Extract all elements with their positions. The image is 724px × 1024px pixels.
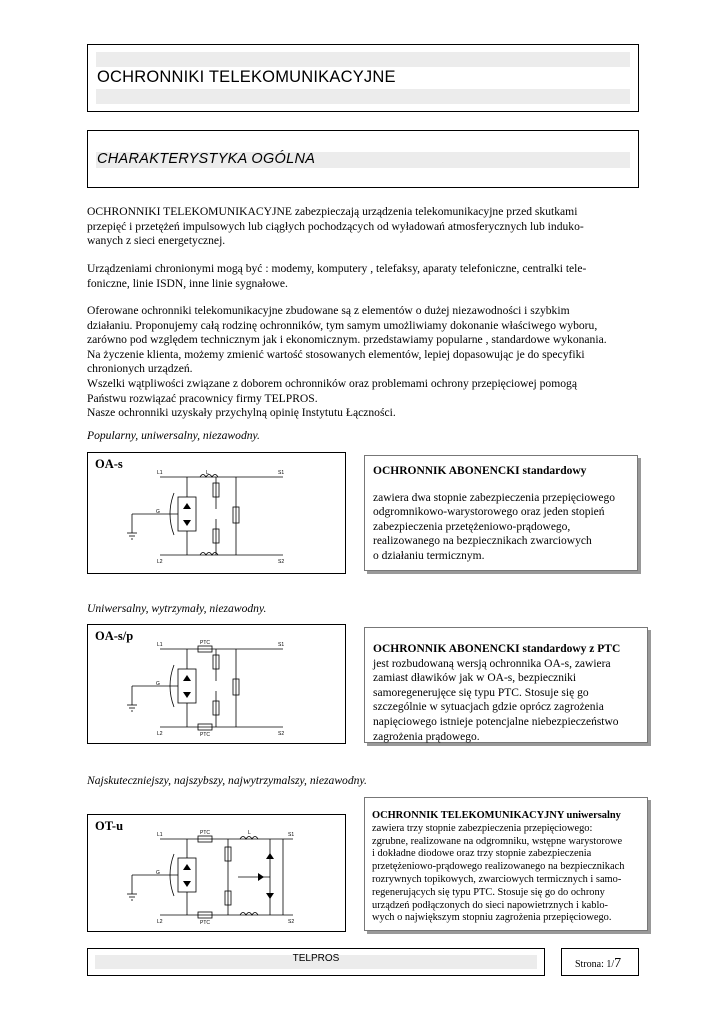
intro-line: foniczne, linie ISDN, inne linie sygnałowe.	[87, 276, 288, 290]
description-line: zawiera dwa stopnie zabezpieczenia przepięciowego	[373, 491, 615, 504]
node-label: L2	[157, 919, 163, 925]
node-label: S1	[288, 832, 295, 838]
node-label: PTC	[200, 732, 210, 738]
description-line: regenerujących się typu PTC. Stosuje się go do ochrony	[372, 886, 605, 898]
circuit-schematic	[88, 815, 345, 931]
node-label: S2	[288, 919, 295, 925]
product-label: OT-u	[95, 819, 124, 833]
page-number	[575, 956, 621, 972]
description-line: zagrożenia prądowego.	[373, 730, 480, 743]
product-description-oa-s-p	[364, 627, 648, 743]
description-line: zgrubne, realizowane na odgromniku, wstępne warystorowe	[372, 835, 623, 847]
page-number-box	[561, 948, 639, 976]
intro-line: chronionych urządzeń.	[87, 362, 193, 376]
intro-line: Wszelki wątpliwości związane z doborem ochronników oraz problemami ochrony przepięciowej pomogą	[87, 376, 577, 390]
product-tagline: Popularny, uniwersalny, niezawodny.	[87, 429, 260, 442]
circuit-schematic	[88, 625, 345, 743]
intro-line: Na życzenie klienta, możemy zmienić wartość stosowanych elementów, lepiej dopasowując je do specyfiki	[87, 347, 585, 361]
intro-line: Państwu rozwiązać pracownicy firmy TELPROS.	[87, 391, 318, 405]
description-line: zabezpieczenia przetężeniowo-prądowego,	[373, 520, 571, 533]
circuit-schematic	[88, 453, 345, 573]
title-shade-bottom	[96, 89, 630, 104]
product-label: OA-s/p	[95, 629, 134, 643]
page-total: 7	[614, 956, 622, 971]
intro-paragraph-2	[87, 262, 635, 291]
section-title: CHARAKTERYSTYKA OGÓLNA	[97, 151, 316, 167]
node-label: L	[206, 470, 209, 476]
product-heading: OCHRONNIK TELEKOMUNIKACYJNY uniwersalny	[372, 810, 621, 821]
circuit-diagram-oa-s	[87, 452, 346, 574]
node-label: G	[156, 509, 160, 515]
description-line: urządzeń podłączonych do sieci napowietrznych i kablo-	[372, 899, 609, 911]
description-line: zamiast dławików jak w OA-s, bezpieczniki	[373, 672, 577, 685]
node-label: S1	[278, 470, 285, 476]
node-label: S2	[278, 731, 285, 737]
product-tagline: Uniwersalny, wytrzymały, niezawodny.	[87, 602, 267, 615]
description-line: wych o największym stopniu zagrożenia przepięciowego.	[372, 912, 612, 924]
description-line: i dokładne diodowe oraz trzy stopnie zabezpieczenia	[372, 848, 592, 860]
node-label: PTC	[200, 640, 210, 646]
intro-line: Nasze ochronniki uzyskały przychylną opinię Instytutu Łączności.	[87, 406, 396, 420]
product-description-oa-s	[364, 455, 638, 571]
product-description-ot-u	[364, 797, 648, 931]
title-shade-top	[96, 52, 630, 67]
node-label: L	[248, 830, 251, 836]
product-heading: OCHRONNIK ABONENCKI standardowy z PTC	[373, 643, 621, 655]
node-label: L2	[157, 731, 163, 737]
node-label: PTC	[200, 920, 210, 926]
intro-line: działaniu. Proponujemy całą rodzinę ochronników, tym samym umożliwiamy dokonanie właściwego wyboru,	[87, 318, 598, 332]
intro-paragraph-1	[87, 205, 635, 249]
intro-line: OCHRONNIKI TELEKOMUNIKACYJNE zabezpieczają urządzenia telekomunikacyjne przed skutkami	[87, 205, 578, 218]
node-label: G	[156, 681, 160, 687]
description-line: rozrywnych topikowych, zwarciowych termicznych i samo-	[372, 873, 622, 885]
node-label: L1	[157, 642, 163, 648]
intro-line: przepięć i przetężeń impulsowych lub ciągłych pochodzących od wyładowań atmosferycznych lub induko-	[87, 219, 584, 233]
node-label: L2	[157, 559, 163, 565]
footer-company: TELPROS	[292, 953, 340, 964]
footer-box	[87, 948, 545, 976]
title-box	[87, 44, 639, 112]
node-label: L1	[157, 470, 163, 476]
product-label: OA-s	[95, 457, 123, 471]
intro-line: Urządzeniami chronionymi mogą być : modemy, komputery , telefaksy, aparaty telefoniczne, centralki tele-	[87, 262, 587, 275]
page-title: OCHRONNIKI TELEKOMUNIKACYJNE	[97, 68, 396, 86]
intro-paragraph-3	[87, 304, 635, 421]
node-label: S1	[278, 642, 285, 648]
node-label: PTC	[200, 830, 210, 836]
product-tagline: Najskuteczniejszy, najszybszy, najwytrzymalszy, niezawodny.	[87, 774, 367, 787]
description-line: realizowanego na bezpiecznikach zwarciowych	[373, 535, 592, 548]
node-label: S2	[278, 559, 285, 565]
product-heading: OCHRONNIK ABONENCKI standardowy	[373, 465, 587, 477]
section-box	[87, 130, 639, 188]
description-line: szczególnie w sytuacjach gdzie oprócz zagrożenia	[373, 701, 604, 714]
intro-line: Oferowane ochronniki telekomunikacyjne zbudowane są z elementów o dużej niezawodności i szybkim	[87, 304, 570, 317]
intro-line: zarówno pod względem technicznym jak i ekonomicznym. przedstawiamy popularne , standardowe wykonania.	[87, 333, 607, 347]
description-line: o działaniu termicznym.	[373, 549, 485, 562]
description-line: przetężeniowo-prądowego realizowanego na bezpiecznikach	[372, 861, 625, 873]
description-line: samoregenerujęce się typu PTC. Stosuje się go	[373, 686, 589, 699]
circuit-diagram-oa-s-p	[87, 624, 346, 744]
intro-line: wanych z sieci energetycznej.	[87, 234, 226, 248]
description-line: odgromnikowo-warystorowego oraz jeden stopień	[373, 506, 605, 519]
node-label: G	[156, 870, 160, 876]
page-label: Strona: 1/	[575, 959, 615, 970]
description-line: napięciowego istnieje potencjalne niebezpieczeństwo	[373, 715, 619, 728]
description-line: jest rozbudowaną wersją ochronnika OA-s, zawiera	[373, 657, 611, 670]
node-label: L1	[157, 832, 163, 838]
description-line: zawiera trzy stopnie zabezpieczenia przepięciowego:	[372, 822, 593, 834]
circuit-diagram-ot-u	[87, 814, 346, 932]
